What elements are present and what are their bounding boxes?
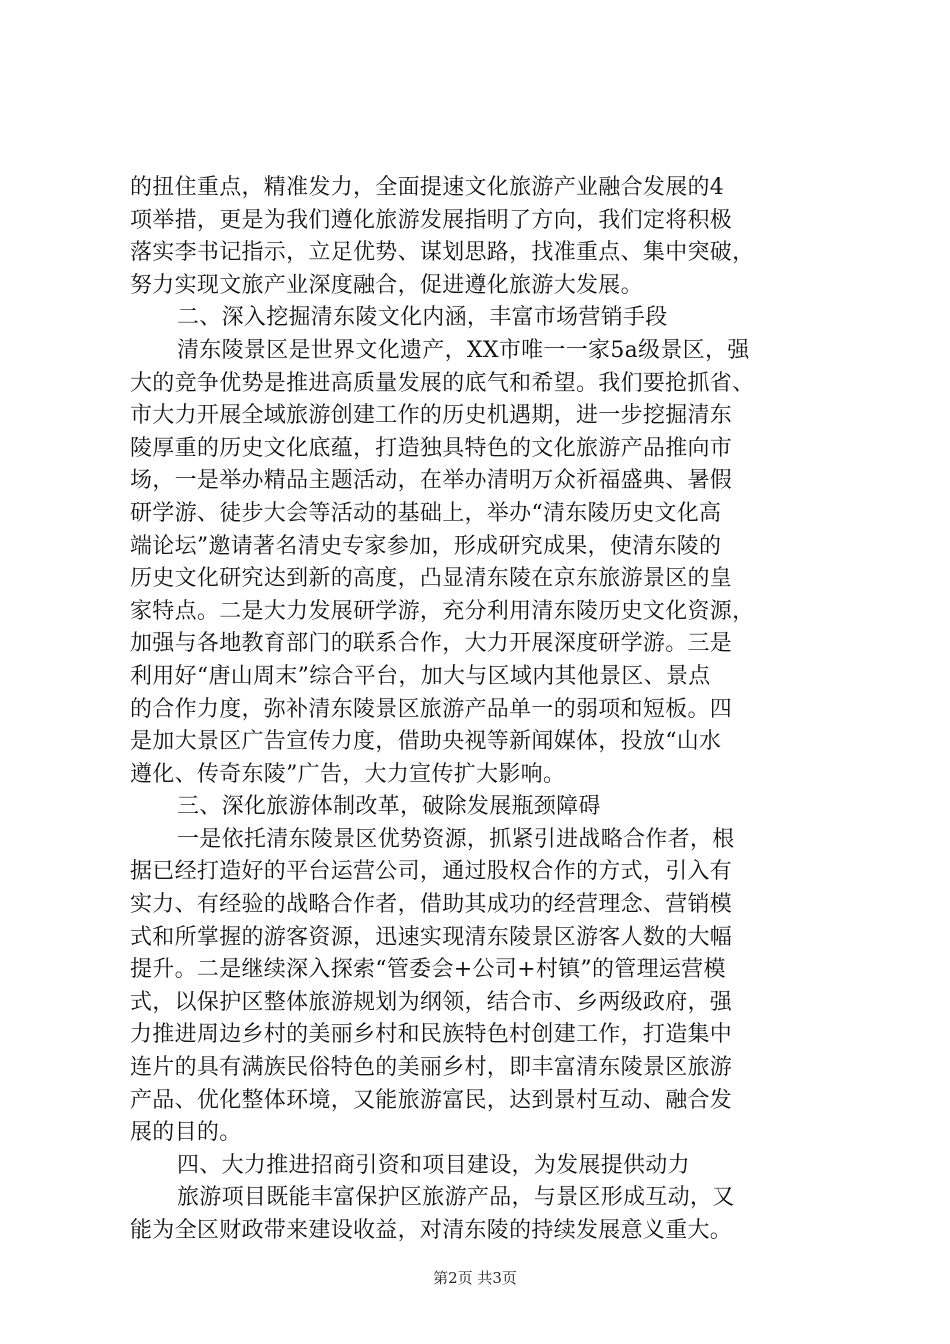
text-line: 的合作力度，弥补清东陵景区旅游产品单一的弱项和短板。四: [130, 696, 733, 722]
text-line: 研学游、徒步大会等活动的基础上，举办“清东陵历史文化高: [130, 500, 722, 526]
text-line: 落实李书记指示，立足优势、谋划思路，找准重点、集中突破，: [130, 240, 755, 266]
text-line: 遵化、传奇东陵”广告，大力宣传扩大影响。: [130, 761, 566, 787]
text-line: 陵厚重的历史文化底蕴，打造独具特色的文化旅游产品推向市: [130, 435, 733, 461]
text-line: 是加大景区广告宣传力度，借助央视等新闻媒体，投放“山水: [130, 729, 722, 755]
text-line: 连片的具有满族民俗特色的美丽乡村，即丰富清东陵景区旅游: [130, 1055, 733, 1081]
text-line: 利用好“唐山周末”综合平台，加大与区域内其他景区、景点: [130, 663, 711, 689]
text-line: 据已经打造好的平台运营公司，通过股权合作的方式，引入有: [130, 859, 733, 885]
document-body: [130, 172, 830, 1248]
text-line: 努力实现文旅产业深度融合，促进遵化旅游大发展。: [130, 272, 643, 298]
page-footer: 第2页 共3页: [433, 1269, 517, 1287]
text-line: 一是依托清东陵景区优势资源，抓紧引进战略合作者，根: [177, 826, 735, 852]
section-heading-3: 三、深化旅游体制改革，破除发展瓶颈障碍: [177, 794, 601, 820]
text-line: 项举措，更是为我们遵化旅游发展指明了方向，我们定将积极: [130, 207, 733, 233]
text-line: 实力、有经验的战略合作者，借助其成功的经营理念、营销模: [130, 892, 733, 918]
text-line: 的扭住重点，精准发力，全面提速文化旅游产业融合发展的4: [130, 175, 725, 200]
text-line: 场，一是举办精品主题活动，在举办清明万众祈福盛典、暑假: [130, 468, 733, 494]
text-line: 大的竞争优势是推进高质量发展的底气和希望。我们要抢抓省、: [130, 370, 755, 396]
text-line: 展的目的。: [130, 1120, 242, 1146]
text-line: 提升。二是继续深入探索“管委会+公司+村镇”的管理运营模: [130, 957, 726, 983]
text-line: 式，以保护区整体旅游规划为纲领，结合市、乡两级政府，强: [130, 989, 733, 1015]
text-line: 家特点。二是大力发展研学游，充分利用清东陵历史文化资源，: [130, 598, 755, 624]
text-line: 清东陵景区是世界文化遗产，XX市唯一一家5a级景区，强: [177, 337, 750, 363]
text-line: 式和所掌握的游客资源，迅速实现清东陵景区游客人数的大幅: [130, 924, 733, 950]
text-line: 旅游项目既能丰富保护区旅游产品，与景区形成互动，又: [177, 1185, 735, 1211]
text-line: 产品、优化整体环境，又能旅游富民，达到景村互动、融合发: [130, 1087, 733, 1113]
text-line: 端论坛”邀请著名清史专家参加，形成研究成果，使清东陵的: [130, 533, 722, 559]
text-line: 市大力开展全域旅游创建工作的历史机遇期，进一步挖掘清东: [130, 403, 733, 429]
text-line: 能为全区财政带来建设收益，对清东陵的持续发展意义重大。: [130, 1218, 733, 1243]
text-line: 力推进周边乡村的美丽乡村和民族特色村创建工作，打造集中: [130, 1022, 733, 1048]
text-line: 历史文化研究达到新的高度，凸显清东陵在京东旅游景区的皇: [130, 566, 733, 592]
section-heading-2: 二、深入挖掘清东陵文化内涵，丰富市场营销手段: [177, 305, 668, 331]
section-heading-4: 四、大力推进招商引资和项目建设，为发展提供动力: [177, 1152, 690, 1178]
text-line: 加强与各地教育部门的联系合作，大力开展深度研学游。三是: [130, 631, 733, 657]
